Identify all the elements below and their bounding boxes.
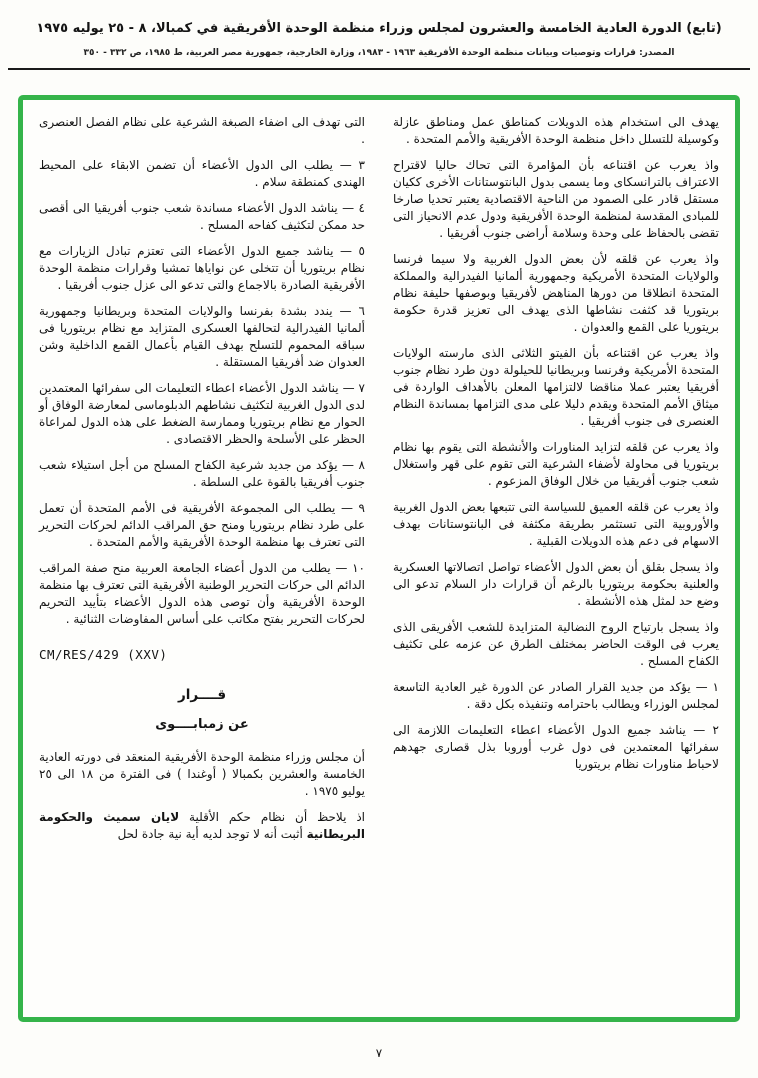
paragraph: ٨ — يؤكد من جديد شرعية الكفاح المسلح من أجل استيلاء شعب جنوب أفريقيا بالقوة على السلطة . (39, 458, 365, 489)
paragraph: واذ يسجل بقلق أن بعض الدول الأعضاء تواصل اتصالاتها العسكرية والعلنية بحكومة بريتوريا بالرغم أن قرارات دار السلام تدعو الى وضع حد لمثل هذه الأنشطة . (393, 560, 719, 608)
paragraph: ٧ — يناشد الدول الأعضاء اعطاء التعليمات الى سفرائها المعتمدين لدى الدول الغربية لتكثيف نشاطهم الدبلوماسى لمعارضة الوفاق أو الحوار مع نظام بريتوريا وممارسة الضغط على هذه الدول لمراعاة الحظر على الأسلحة والحظر الاقتصادى . (39, 381, 365, 446)
two-column-layout (39, 114, 719, 1003)
paragraph (39, 809, 365, 843)
paragraph: واذ يعرب عن اقتناعه بأن الفيتو الثلاثى الذى مارسته الولايات المتحدة الأمريكية وفرنسا وبريطانيا للحيلولة دون طرد نظام جنوب أفريقيا يعتبر عملا مناقضا لالتزامها المعلن بالأهداف الواردة فى ميثاق الأمم المتحدة ويقدم دليلا على مدى التزامها بمساندة النظام العنصرى فى جنوب أفريقيا . (393, 346, 719, 428)
paragraph-text-bold: لايان سميث والحكومة البريطانية (39, 810, 365, 841)
paragraph: أن مجلس وزراء منظمة الوحدة الأفريقية المنعقد فى دورته العادية الخامسة والعشرين بكمبالا ( أوغندا ) فى الفترة من ١٨ الى ٢٥ يوليو ١٩٧٥ . (39, 750, 365, 798)
paragraph-text: أثبت أنه لا توجد لديه أية نية جادة لحل (117, 827, 303, 841)
paragraph: واذ يعرب عن قلقه العميق للسياسة التى تتبعها بعض الدول الغربية والأوروبية التى تستثمر بطريقة مكثفة فى البانتوستانات بهدف الاسهام فى دعم هذه الدويلات القبلية . (393, 500, 719, 548)
paragraph: يهدف الى استخدام هذه الدويلات كمناطق عمل ومناطق عازلة وكوسيلة للتسلل داخل منظمة الوحدة الأفريقية والأمم المتحدة . (393, 115, 719, 146)
paragraph: ٦ — يندد بشدة بفرنسا والولايات المتحدة وبريطانيا وجمهورية ألمانيا الفيدرالية لتحالفها العسكرى المتزايد مع نظام بريتوريا فى سباقه المحموم للتسلح بهدف القيام بأعمال القمع الداخلية وشن العدوان ضد أفريقيا المستقلة . (39, 304, 365, 369)
paragraph: ٤ — يناشد الدول الأعضاء مساندة شعب جنوب أفريقيا الى أقصى حد ممكن لتكثيف كفاحه المسلح . (39, 201, 365, 232)
paragraph: التى تهدف الى اضفاء الصبغة الشرعية على نظام الفصل العنصرى . (39, 115, 365, 146)
paragraph: ٩ — يطلب الى المجموعة الأفريقية فى الأمم المتحدة أن تعمل على طرد نظام بريتوريا ومنح حق المراقب الدائم لحركات التحرير التى تعترف بها منظمة الوحدة الأفريقية والأمم المتحدة . (39, 501, 365, 549)
paragraph: ٢ — يناشد جميع الدول الأعضاء اعطاء التعليمات اللازمة الى سفرائها المعتمدين فى دول غرب أوروبا بذل قصارى جهدهم لاحباط مناورات نظام بريتوريا (393, 723, 719, 771)
resolution-title: قــــرار (177, 687, 227, 703)
resolution-subtitle: عن زمبابــــوى (155, 717, 249, 732)
page-header (0, 0, 758, 58)
paragraph: ٣ — يطلب الى الدول الأعضاء أن تضمن الابقاء على المحيط الهندى كمنطقة سلام . (39, 158, 365, 189)
column-left (39, 114, 365, 1003)
paragraph: ١٠ — يطلب من الدول أعضاء الجامعة العربية منح صفة المراقب الدائم الى حركات التحرير الوطنية الأفريقية التى تعترف بها منظمة الوحدة الأفريقية وأن توصى هذه الدول الأعضاء بتأييد التحريم لحركات التحرير بفتح مكاتب على أساس المفاوضات الثنائية . (39, 561, 365, 626)
paragraph: واذ يسجل بارتياح الروح النضالية المتزايدة للشعب الأفريقى الذى يعرب فى الوقت الحاضر بمختلف الطرق عن عزمه على تكثيف الكفاح المسلح . (393, 620, 719, 668)
page-number: ٧ (375, 1046, 383, 1060)
paragraph-text: اذ يلاحظ أن نظام حكم الأقلية (179, 810, 365, 824)
paragraph: واذ يعرب عن قلقه لأن بعض الدول الغربية ولا سيما فرنسا والولايات المتحدة الأمريكية وجمهورية ألمانيا الفيدرالية والمملكة المتحدة انطلاقا من دورها المناهض لأفريقيا وبوصفها حليفة نظام بريتوريا قد كثفت نشاطها الذى يهدف الى تعزيز قدرة حكومة بريتوريا على القمع والعدوان . (393, 252, 719, 334)
header-title: (تابع) الدورة العادية الخامسة والعشرون لمجلس وزراء منظمة الوحدة الأفريقية في كمبالا، ٨ - ٢٥ يوليه ١٩٧٥ (36, 21, 722, 36)
column-right (393, 114, 719, 1003)
header-source: المصدر: قرارات وتوصيات وبيانات منظمة الوحدة الأفريقية ١٩٦٣ - ١٩٨٣، وزارة الخارجية، جمهورية مصر العربية، ط ١٩٨٥، ص ٣٣٢ - ٣٥٠ (83, 48, 675, 59)
resolution-code: CM/RES/429 (XXV) (39, 647, 168, 662)
header-divider (8, 68, 750, 70)
paragraph: ٥ — يناشد جميع الدول الأعضاء التى تعتزم تبادل الزيارات مع نظام بريتوريا أن تتخلى عن نواياها تمشيا وقرارات منظمة الوحدة الأفريقية الصادرة بالاجماع والتى تدعو الى عزل جنوب أفريقيا . (39, 244, 365, 292)
content-frame (18, 95, 740, 1022)
paragraph: واذ يعرب عن قلقه لتزايد المناورات والأنشطة التى يقوم بها نظام بريتوريا فى محاولة لأضفاء الشرعية التى تقوم على قهر واستغلال شعب جنوب أفريقيا من خلال الوفاق المزعوم . (393, 440, 719, 488)
paragraph: ١ — يؤكد من جديد القرار الصادر عن الدورة غير العادية التاسعة لمجلس الوزراء ويطالب باحترامه وتنفيذه بكل دقة . (393, 680, 719, 711)
paragraph: واذ يعرب عن اقتناعه بأن المؤامرة التى تحاك حاليا لاقتراح الاعتراف بالترانسكاى وما يسمى بدول البانتوستانات الأخرى ككيان مستقل قادر على الصمود من الناحية الاقتصادية يعتبر تحديا صارخا للمبادى المقدسة لمنظمة الوحدة الأفريقية ودول عدم الانحياز التى تقضى بالحفاظ على وحدة وسلامة أراضى جنوب أفريقيا . (393, 158, 719, 240)
